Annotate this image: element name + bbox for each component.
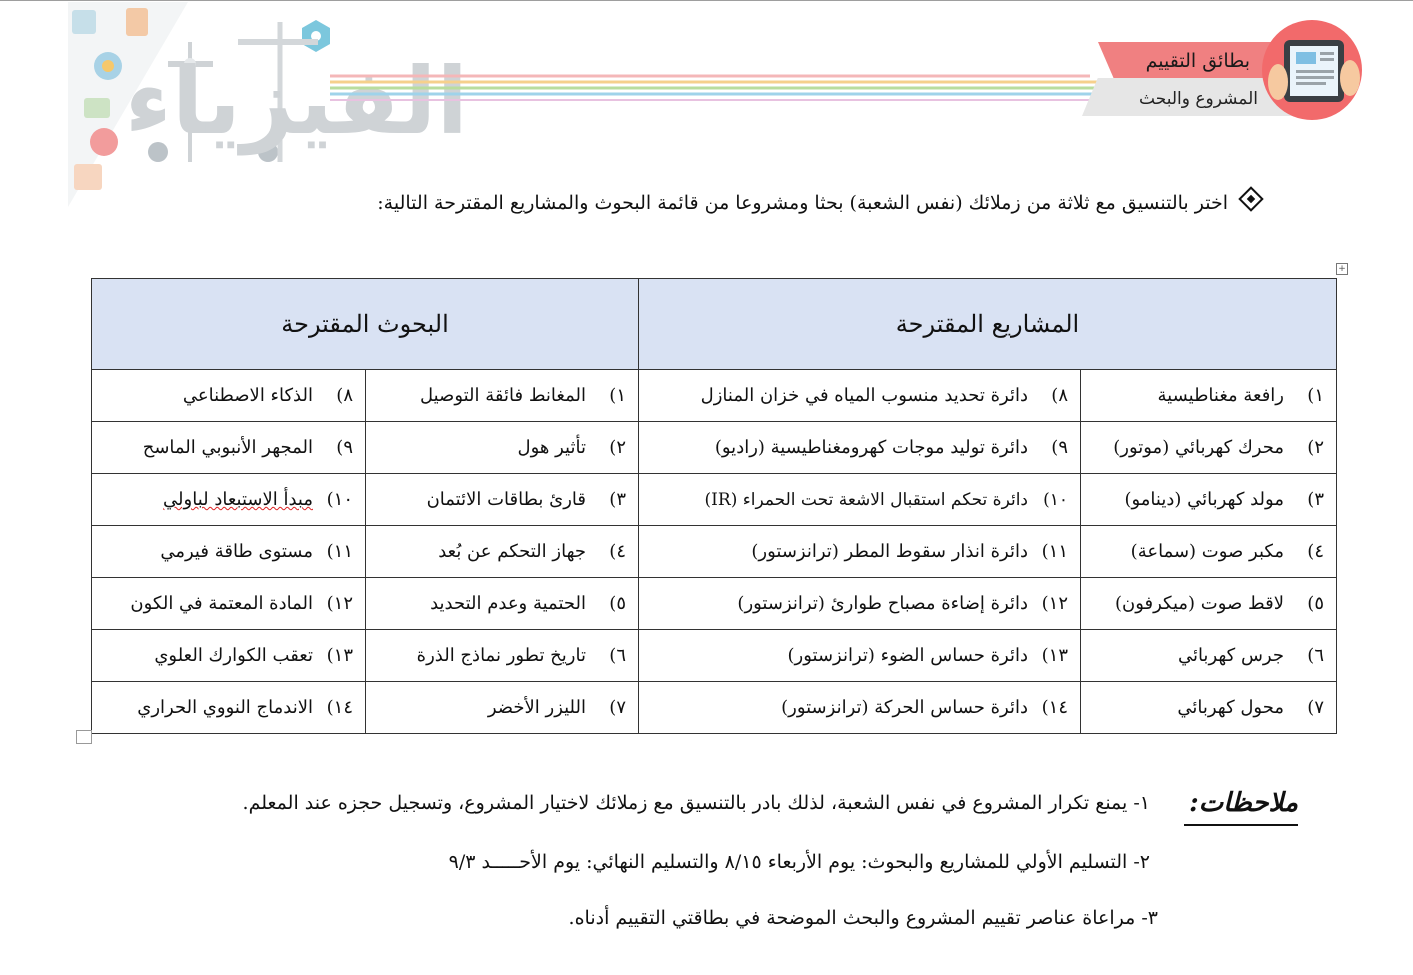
- table-row: [92, 526, 1337, 578]
- project-cell: ٦)جرس كهربائي: [1081, 630, 1337, 682]
- project-cell: ١٢)دائرة إضاءة مصباح طوارئ (ترانزستور): [639, 578, 1081, 630]
- project-cell: ١١)دائرة انذار سقوط المطر (ترانزستور): [639, 526, 1081, 578]
- project-cell: ٥)لاقط صوت (ميكرفون): [1081, 578, 1337, 630]
- instruction-line: [240, 185, 1260, 221]
- card-subtitle: المشروع والبحث: [1139, 89, 1258, 109]
- research-cell: ١٠)مبدأ الاستبعاد لباولي: [92, 474, 366, 526]
- project-cell: ٧)محول كهربائي: [1081, 682, 1337, 734]
- suggestions-table: [91, 278, 1337, 734]
- instruction-text: اختر بالتنسيق مع ثلاثة من زملائك (نفس الشعبة) بحثا ومشروعا من قائمة البحوث والمشاريع المقترحة التالية:: [377, 192, 1228, 214]
- table-header-row: [92, 279, 1337, 370]
- note-item-3: ٣- مراعاة عناصر تقييم المشروع والبحث الموضحة في بطاقتي التقييم أدناه.: [568, 907, 1158, 929]
- table-resize-handle[interactable]: [76, 730, 92, 744]
- diamond-bullet-icon: [1238, 186, 1263, 211]
- spellcheck-underlined-text: مبدأ الاستبعاد لباولي: [163, 489, 313, 510]
- research-cell: ٦)تاريخ تطور نماذج الذرة: [366, 630, 639, 682]
- note-item-1: ١- يمنع تكرار المشروع في نفس الشعبة، لذلك بادر بالتنسيق مع زملائك لاختيار المشروع، وتسجيل حجزه عند المعلم.: [242, 792, 1150, 814]
- projects-header: المشاريع المقترحة: [639, 279, 1337, 370]
- research-cell: ٩)المجهر الأنبوبي الماسح: [92, 422, 366, 474]
- research-cell: ٤)جهاز التحكم عن بُعد: [366, 526, 639, 578]
- research-cell: ٢)تأثير هول: [366, 422, 639, 474]
- note-item-2: ٢- التسليم الأولي للمشاريع والبحوث: يوم الأربعاء ٨/١٥ والتسليم النهائي: يوم الأحـــــد ٩/٣: [448, 851, 1150, 873]
- evaluation-card-icon: [1262, 20, 1362, 120]
- project-cell: ١)رافعة مغناطيسية: [1081, 370, 1337, 422]
- research-header: البحوث المقترحة: [92, 279, 639, 370]
- research-cell: ٥)الحتمية وعدم التحديد: [366, 578, 639, 630]
- card-title: بطائق التقييم: [1145, 50, 1250, 72]
- research-cell: ١)المغانط فائقة التوصيل: [366, 370, 639, 422]
- tablet-hands-icon: [1262, 20, 1362, 120]
- project-cell: ٤)مكبر صوت (سماعة): [1081, 526, 1337, 578]
- research-cell: ١١)مستوى طاقة فيرمي: [92, 526, 366, 578]
- research-cell: ١٣)تعقب الكوارك العلوي: [92, 630, 366, 682]
- page-top-border: [0, 0, 1413, 1]
- table-move-handle-icon[interactable]: +: [1336, 263, 1348, 275]
- research-cell: ٨)الذكاء الاصطناعي: [92, 370, 366, 422]
- project-cell: ٣)مولد كهربائي (دينامو): [1081, 474, 1337, 526]
- project-cell: ١٤)دائرة حساس الحركة (ترانزستور): [639, 682, 1081, 734]
- project-cell: ٨)دائرة تحديد منسوب المياه في خزان المنازل: [639, 370, 1081, 422]
- table-row: [92, 474, 1337, 526]
- header-art: [68, 2, 468, 207]
- table-row: [92, 578, 1337, 630]
- header-stripes: [330, 72, 1120, 102]
- table-row: [92, 682, 1337, 734]
- project-cell: ٢)محرك كهربائي (موتور): [1081, 422, 1337, 474]
- project-cell: ٩)دائرة توليد موجات كهرومغناطيسية (راديو): [639, 422, 1081, 474]
- physics-logo-word: الفيزياء: [124, 48, 468, 155]
- research-cell: ٧)الليزر الأخضر: [366, 682, 639, 734]
- project-cell: ١٠)دائرة تحكم استقبال الاشعة تحت الحمراء (IR): [639, 474, 1081, 526]
- table-row: [92, 422, 1337, 474]
- table-row: [92, 630, 1337, 682]
- notes-label: ملاحظات:: [1184, 784, 1298, 826]
- research-cell: ١٤)الاندماج النووي الحراري: [92, 682, 366, 734]
- research-cell: ٣)قارئ بطاقات الائتمان: [366, 474, 639, 526]
- table-row: [92, 370, 1337, 422]
- project-cell: ١٣)دائرة حساس الضوء (ترانزستور): [639, 630, 1081, 682]
- research-cell: ١٢)المادة المعتمة في الكون: [92, 578, 366, 630]
